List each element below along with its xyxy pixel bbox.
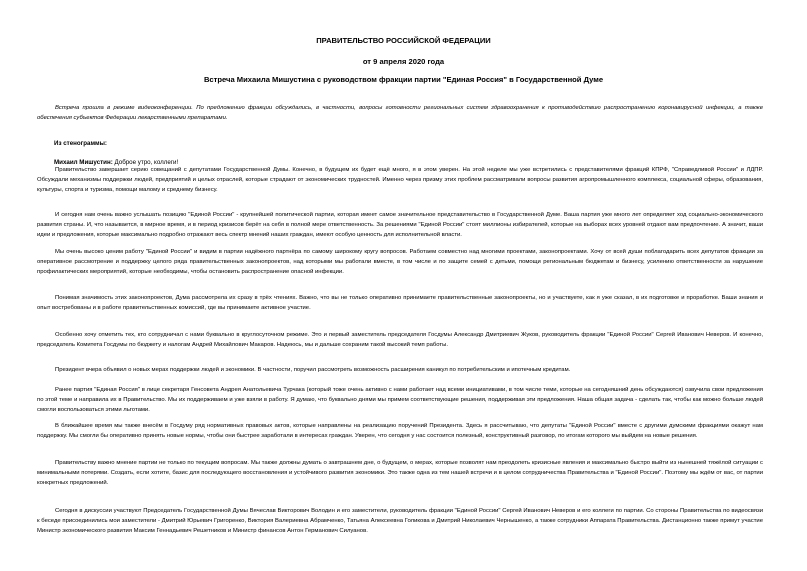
paragraph: В ближайшее время мы также внесём в Госдуму ряд нормативных правовых актов, которые направлены на реализацию поручений Президента. Здесь я рассчитываю, что депутаты "Единой России" вместе с другими думскими фракциями окажут нам поддержку. Мы смогли бы оперативно принять новые нормы, чтобы они быстрее заработали в интересах граждан. Уверен, что сегодня у нас состоится полезный, конструктивный разговор, по итогам которого мы выйдем на новые решения.	[37, 423, 763, 439]
speaker-name: Михаил Мишустин:	[54, 159, 113, 166]
paragraph: Мы очень высоко ценим работу "Единой России" и видим в партии надёжного партнёра по самому широкому кругу вопросов. Работаем совместно над многими проектами, законопроектами. Хочу от всей души поблагодарить всех депутатов фракции за оперативное рассмотрение и поддержку целого ряда правительственных законопроектов, над которыми мы работали вместе, в том числе и по защите семей с детьми, помощи региональным бюджетам и бизнесу, усилению ответственности за нарушение профилактических мероприятий, которые необходимы, чтобы остановить распространение опасной инфекции.	[37, 249, 763, 275]
document-title: Встреча Михаила Мишустина с руководством фракции партии "Единая Россия" в Государственной Думе	[203, 75, 604, 84]
paragraph: Президент вчера объявил о новых мерах поддержки людей и экономики. В частности, поручил рассмотреть возможность расширения каникул по потребительским и ипотечным кредитам.	[55, 367, 571, 373]
lead-paragraph: Встреча прошла в режиме видеоконференции. По предложению фракции обсуждались, в частности, вопросы готовности региональных систем здравоохранения к противодействию распространению коронавирусной инфекции, а также обеспечения субъектов Федерации лекарственными препаратами.	[37, 105, 763, 121]
document-date: от 9 апреля 2020 года	[362, 57, 445, 66]
paragraph: Правительство завершает серию совещаний с депутатами Государственной Думы. Конечно, в будущем их будет ещё много, я в этом уверен. На этой неделе мы уже встретились с представителями фракций КПРФ, "Справедливой России" и ЛДПР. Обсуждали механизмы поддержки людей, предприятий и целых отраслей, которые страдают от экономических трудностей. Именно через призму этих проблем рассматривали вопросы развития агропромышленного комплекса, социальной сферы, образования, культуры, спорта и туризма, помощи малому и среднему бизнесу.	[37, 167, 763, 193]
paragraph: И сегодня нам очень важно услышать позицию "Единой России" - крупнейшей политической партии, которая имеет самое значительное представительство в Государственной Думе. Ваша партия уже много лет определяет ход социально-экономического развития страны. И, что называется, в мирное время, и в период кризисов берёт на себя в полной мере ответственность. За решениями "Единой России" стоят миллионы избирателей, которые на выборах всех уровней отдают вам предпочтение. А значит, ваши идеи и предложения, которые максимально подробно отражают весь спектр мнений наших граждан, имеют особую ценность для исполнительной власти.	[37, 212, 763, 238]
paragraph: Особенно хочу отметить тех, кто сотрудничал с нами буквально в круглосуточном режиме. Это и первый заместитель председателя Госдумы Александр Дмитриевич Жуков, руководитель фракции "Единой России" Сергей Иванович Неверов. И конечно, председатель Комитета Госдумы по бюджету и налогам Андрей Михайлович Макаров. Надеюсь, мы и дальше сохраним такой высокий темп работы.	[37, 332, 763, 348]
transcript-heading: Из стенограммы:	[54, 140, 107, 147]
paragraph: Понимая значимость этих законопроектов, Дума рассмотрела их сразу в трёх чтениях. Важно, что вы не только оперативно принимаете правительственные законопроекты, но и участвуете, как я уже сказал, в их подготовке и проработке. Ваши знания и опыт востребованы и в работе правительственных комиссий, где вы принимаете активное участие.	[37, 295, 763, 311]
speaker-greeting: Доброе утро, коллеги!	[112, 159, 179, 166]
paragraph: Сегодня в дискуссии участвуют Председатель Государственной Думы Вячеслав Викторович Володин и его заместители, руководитель фракции "Единой России" Сергей Иванович Неверов и его коллеги по партии. Со стороны Правительства по видеосвязи к беседе присоединились мои заместители - Дмитрий Юрьевич Григоренко, Виктория Валериевна Абрамченко, Татьяна Алексеевна Голикова и Дмитрий Николаевич Чернышенко, а также сотрудники Аппарата Правительства. Дистанционно также примут участие Министр экономического развития Максим Геннадьевич Решетников и Министр финансов Антон Германович Силуанов.	[37, 508, 763, 534]
government-heading: ПРАВИТЕЛЬСТВО РОССИЙСКОЙ ФЕДЕРАЦИИ	[316, 36, 491, 45]
paragraph: Ранее партия "Единая Россия" в лице секретаря Генсовета Андрея Анатольевича Турчака (который тоже очень активно с нами работает над всеми инициативами, в том числе теми, которые на сегодняшний день обсуждаются) озвучила свои предложения по этой теме и направила их в Правительство. Мы их поддерживаем и уже взяли в работу. Я думаю, что буквально днями мы примем соответствующие решения, поддерживая эти предложения. Наша общая задача - сделать так, чтобы как можно больше людей смогли воспользоваться этими льготами.	[37, 387, 763, 413]
paragraph: Правительству важно мнение партии не только по текущим вопросам. Мы также должны думать о завтрашнем дне, о будущем, о мерах, которые позволят нам преодолеть кризисные явления и максимально быстро выйти из нынешней тяжёлой ситуации с минимальными потерями. Создать, если хотите, базис для последующего восстановления и устойчивого развития экономики. Это также одна из тем нашей встречи и в целом сотрудничества Правительства и "Единой России". Поэтому мы ждём от вас, от партии конкретных предложений.	[37, 460, 763, 486]
